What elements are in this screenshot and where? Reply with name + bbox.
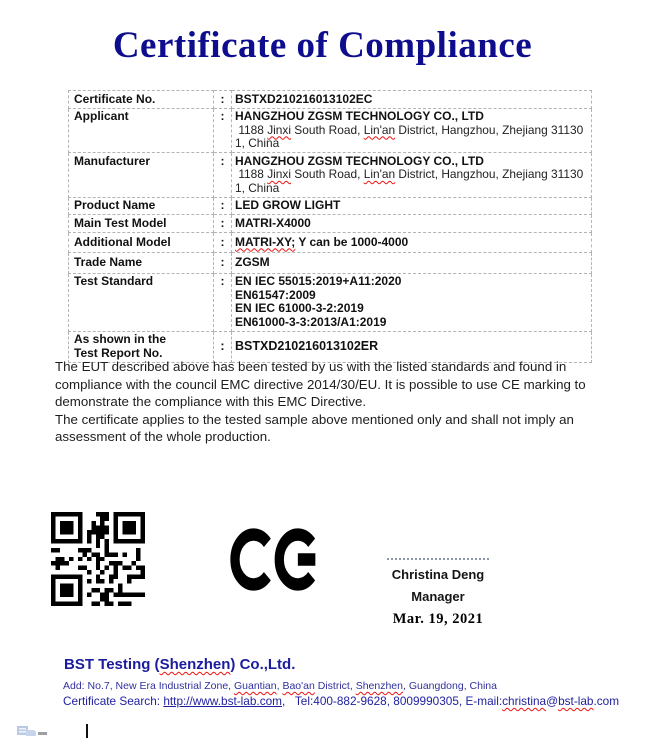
signatory-name: Christina Deng xyxy=(391,567,485,582)
row-colon: : xyxy=(214,91,232,109)
certificate-search-label: Certificate Search: xyxy=(63,694,164,708)
standard-line: EN IEC 61000-3-2:2019 xyxy=(235,301,364,315)
standard-line: EN IEC 55015:2019+A11:2020 xyxy=(235,274,402,288)
row-colon: : xyxy=(214,215,232,233)
footer-certificate-search: Certificate Search: http://www.bst-lab.com, Tel:400-882-9628, 8009990305, E-mail:christina@bst-lab.com xyxy=(63,694,620,708)
table-row-product-name xyxy=(69,197,592,215)
spellcheck-word: bst-lab xyxy=(558,694,594,708)
row-value xyxy=(232,153,592,198)
spellcheck-word: MATRI-XY; xyxy=(235,234,296,249)
row-label: Additional Model xyxy=(69,232,214,253)
signature-dotted-line xyxy=(387,558,489,560)
row-colon: : xyxy=(214,153,232,198)
row-value: MATRI-X4000 xyxy=(232,215,592,233)
ce-mark-icon xyxy=(230,524,320,595)
row-value: LED GROW LIGHT xyxy=(232,197,592,215)
manufacturer-address: 1188 Jinxi South Road, Lin'an District, Hangzhou, Zhejiang 311301, China xyxy=(235,167,584,195)
table-row-applicant xyxy=(69,108,592,153)
spellcheck-word: Lin'an xyxy=(363,167,396,181)
row-colon: : xyxy=(214,108,232,153)
document-icon[interactable] xyxy=(17,724,37,738)
spellcheck-word: Jinxi xyxy=(267,122,291,137)
spellcheck-word: Bao'an xyxy=(282,680,315,692)
signature-date: Mar. 19, 2021 xyxy=(392,611,484,627)
qr-code-icon xyxy=(51,512,145,606)
row-label: Applicant xyxy=(69,108,214,153)
row-value: ZGSM xyxy=(232,253,592,274)
footer-company-name: BST Testing (Shenzhen) Co.,Ltd. xyxy=(64,656,296,673)
row-label: Product Name xyxy=(69,197,214,215)
row-label: Trade Name xyxy=(69,253,214,274)
row-label: As shown in the Test Report No. xyxy=(69,331,214,362)
row-label: Main Test Model xyxy=(69,215,214,233)
status-dash xyxy=(38,732,47,735)
spellcheck-word: Shenzhen xyxy=(355,680,403,692)
row-label: Manufacturer xyxy=(69,153,214,198)
row-value: BSTXD210216013102EC xyxy=(232,91,592,109)
certificate-table xyxy=(68,90,592,363)
row-value xyxy=(232,108,592,153)
certificate-search-url-link[interactable]: http://www.bst-lab.com xyxy=(163,694,282,708)
spellcheck-word: Jinxi xyxy=(267,167,291,181)
statement-paragraph-2: The certificate applies to the tested sample above mentioned only and shall not imply an assessment of the whole production. xyxy=(55,411,574,444)
row-value: MATRI-XY; Y can be 1000-4000 xyxy=(232,232,592,253)
signature-block xyxy=(370,558,506,628)
row-label: Certificate No. xyxy=(69,91,214,109)
manufacturer-company: HANGZHOU ZGSM TECHNOLOGY CO., LTD xyxy=(235,153,484,168)
table-row-manufacturer xyxy=(69,153,592,198)
standard-line: EN61547:2009 xyxy=(235,287,316,302)
row-colon: : xyxy=(214,232,232,253)
row-colon: : xyxy=(214,197,232,215)
spellcheck-word: Lin'an xyxy=(363,122,396,137)
table-row-additional-model xyxy=(69,232,592,253)
page-title: Certificate of Compliance xyxy=(112,25,533,66)
table-row-main-test-model xyxy=(69,215,592,233)
row-value xyxy=(232,273,592,331)
standard-line: EN61000-3-3:2013/A1:2019 xyxy=(235,314,387,329)
row-colon: : xyxy=(214,253,232,274)
row-colon: : xyxy=(214,273,232,331)
statement-paragraphs xyxy=(55,358,598,446)
table-row-certificate-no xyxy=(69,91,592,109)
row-label: Test Standard xyxy=(69,273,214,331)
statement-paragraph-1: The EUT described above has been tested by us with the listed standards and found in compliance with the council EMC directive 2014/30/EU. It is possible to use CE marking to demonstrate the compliance with this EMC Directive. xyxy=(55,359,586,409)
text-cursor xyxy=(86,724,88,738)
spellcheck-word: christina xyxy=(502,694,547,708)
row-value: BSTXD210216013102ER xyxy=(232,331,592,362)
signatory-role: Manager xyxy=(411,589,465,604)
applicant-address: 1188 Jinxi South Road, Lin'an District, Hangzhou, Zhejiang 311301, China xyxy=(235,122,584,150)
spellcheck-word: Guantian xyxy=(234,680,277,692)
spellcheck-word: Shenzhen xyxy=(159,656,231,673)
table-row-trade-name xyxy=(69,253,592,274)
table-row-test-standard xyxy=(69,273,592,331)
applicant-company: HANGZHOU ZGSM TECHNOLOGY CO., LTD xyxy=(235,109,484,123)
footer-address: Add: No.7, New Era Industrial Zone, Guantian, Bao'an District, Shenzhen, Guangdong, China xyxy=(63,680,497,692)
row-colon: : xyxy=(214,331,232,362)
